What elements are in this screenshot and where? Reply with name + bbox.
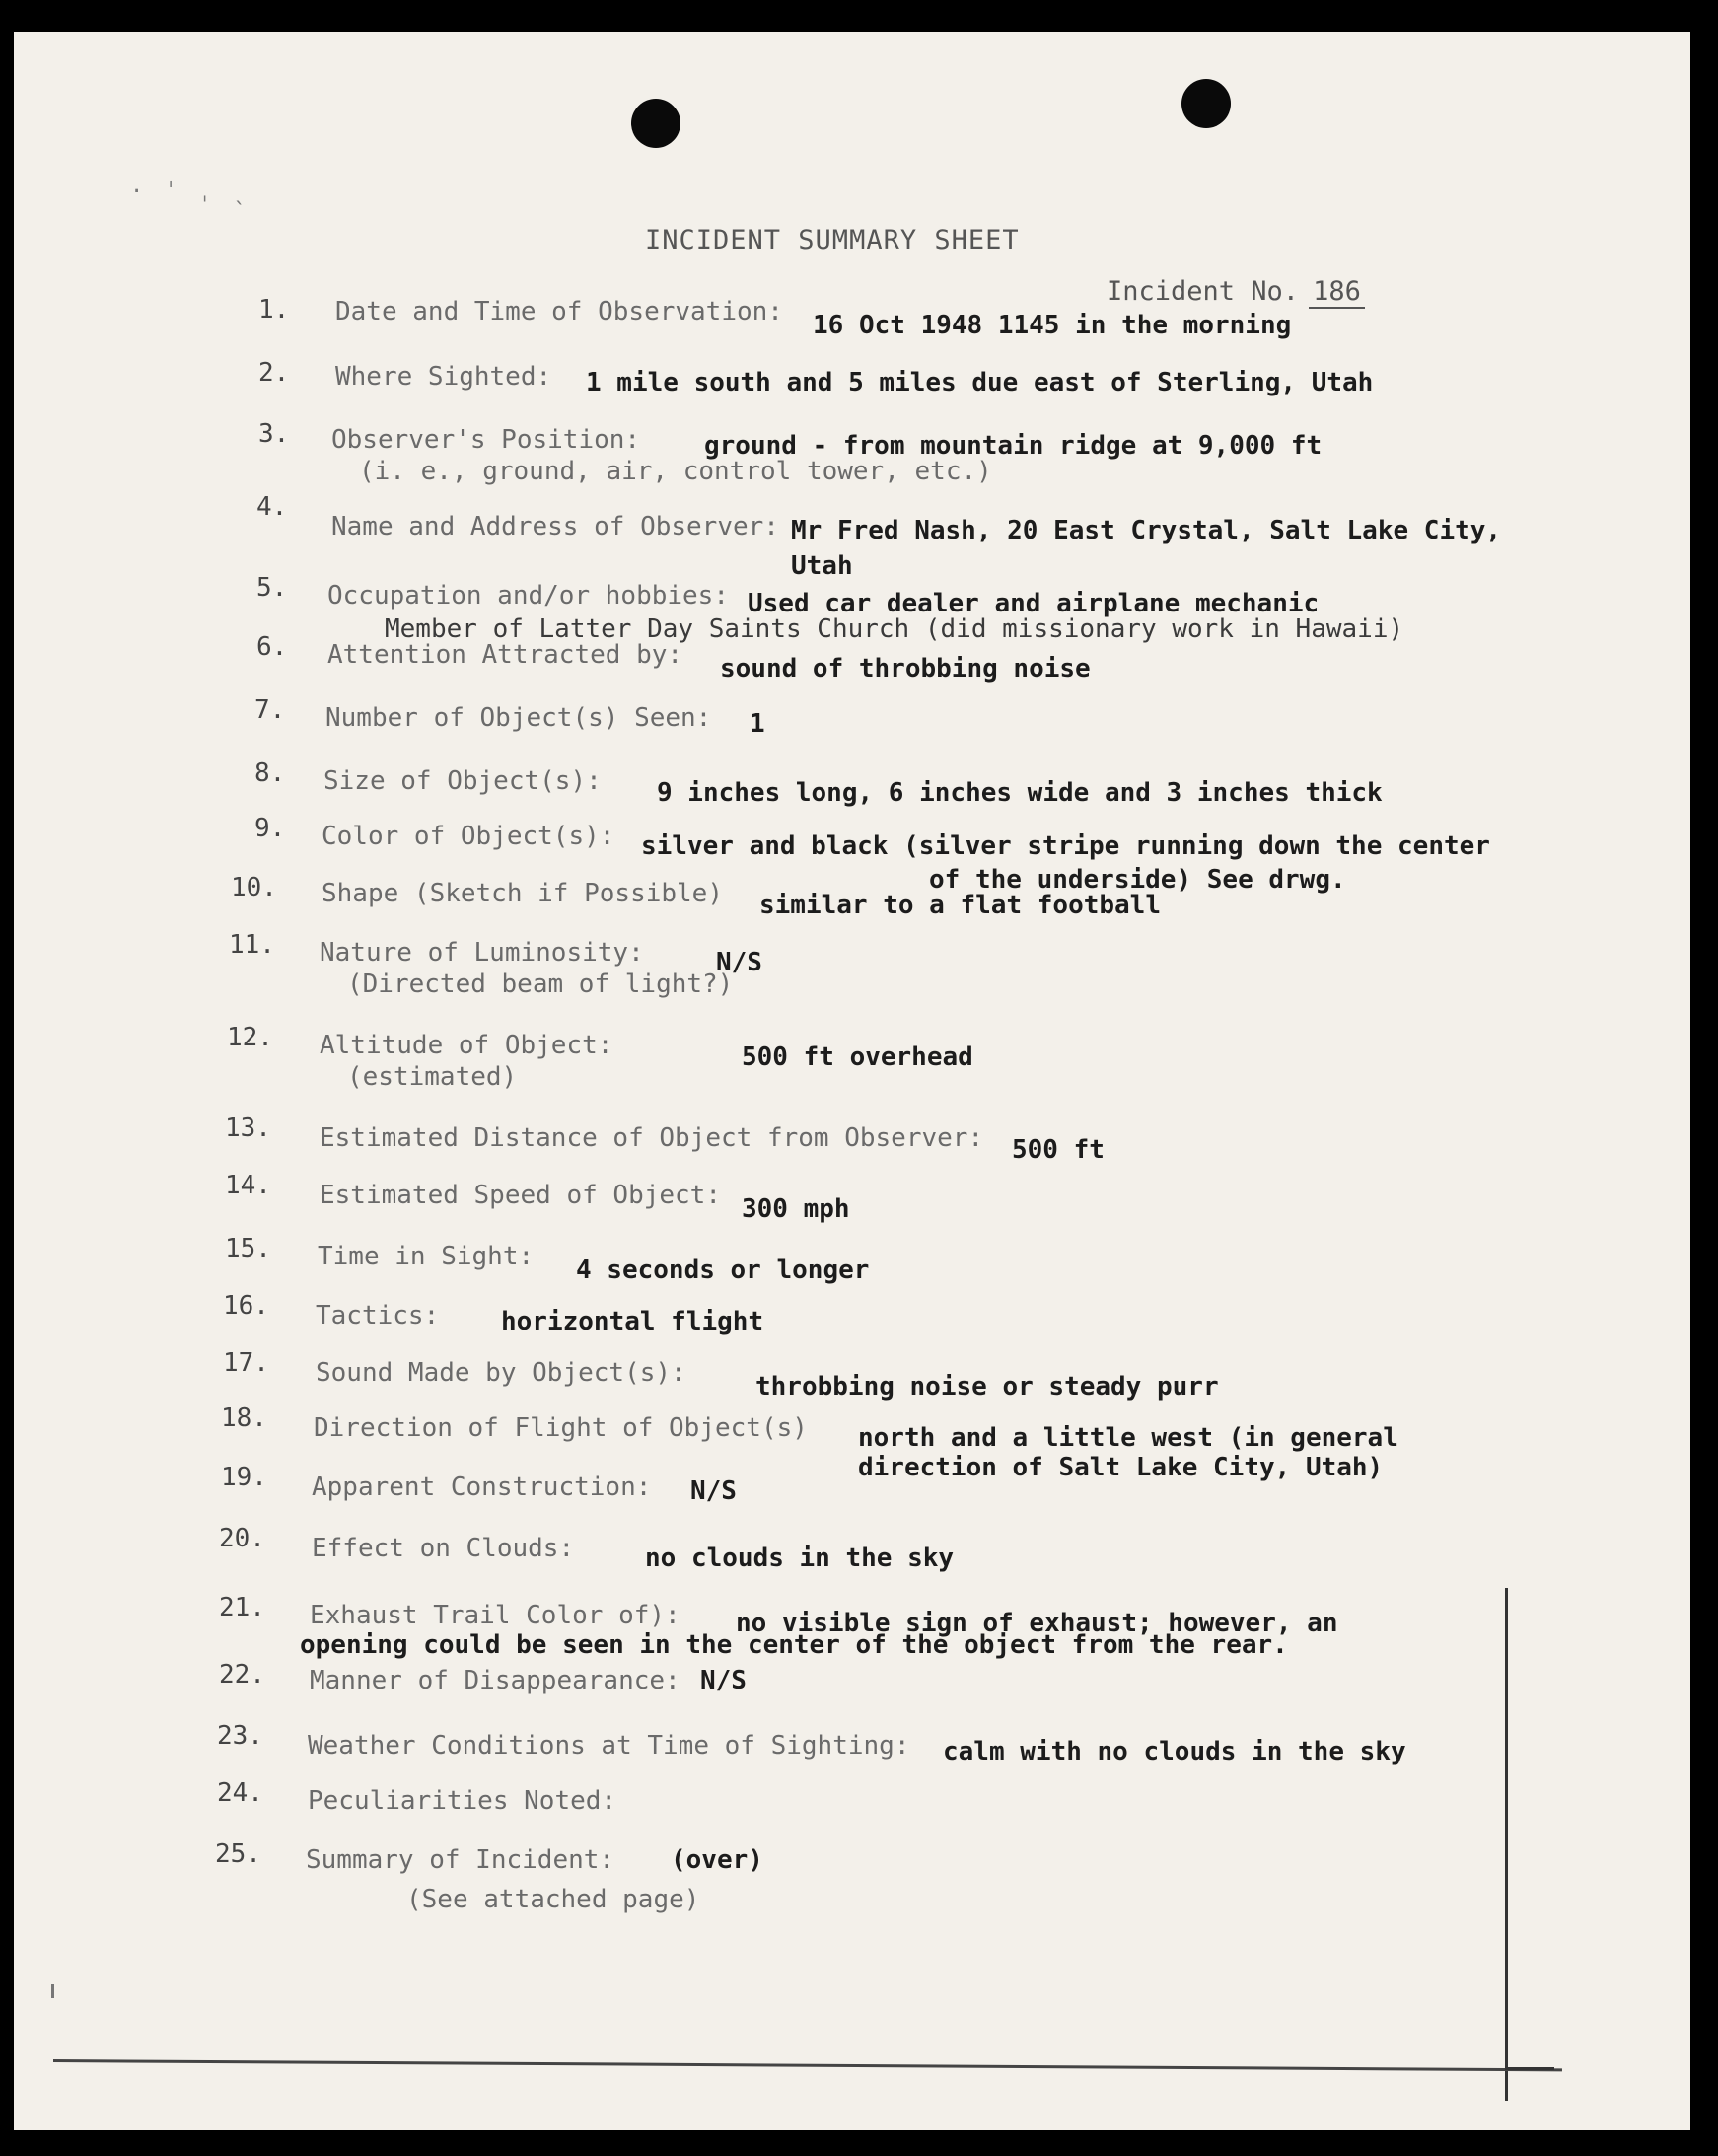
margin-mark [51, 1984, 54, 1998]
item-label: Manner of Disappearance: [310, 1666, 680, 1695]
item-value: N/S [716, 948, 762, 977]
item-label: Tactics: [316, 1301, 440, 1330]
item-value: 9 inches long, 6 inches wide and 3 inches thick [657, 778, 1383, 808]
item-label: Effect on Clouds: [312, 1534, 575, 1563]
item-label: Exhaust Trail Color of): [310, 1601, 680, 1630]
item-number: 18. [221, 1403, 267, 1433]
punch-hole-left [631, 99, 680, 148]
item-value: no clouds in the sky [645, 1544, 955, 1573]
item-label: Direction of Flight of Object(s) [314, 1413, 808, 1443]
incident-label: Incident No. [1107, 276, 1300, 307]
item-number: 7. [254, 695, 286, 725]
item-value: Used car dealer and airplane mechanic [748, 589, 1320, 618]
incident-number-field [1107, 276, 1365, 309]
item-sublabel: (i. e., ground, air, control tower, etc.) [359, 457, 992, 486]
item-label: Number of Object(s) Seen: [325, 703, 712, 733]
form-border-right [1505, 1588, 1508, 2101]
item-number: 17. [223, 1348, 269, 1378]
item-value-continued: direction of Salt Lake City, Utah) [858, 1453, 1384, 1482]
item-number: 6. [256, 632, 288, 662]
item-value: no visible sign of exhaust; however, an [736, 1609, 1338, 1638]
item-label: Peculiarities Noted: [308, 1786, 617, 1816]
item-number: 5. [256, 573, 288, 603]
item-value: 4 seconds or longer [576, 1256, 870, 1285]
punch-hole-right [1181, 79, 1231, 128]
item-value: calm with no clouds in the sky [943, 1737, 1406, 1766]
item-value: (over) [671, 1845, 763, 1875]
item-value: north and a little west (in general [858, 1423, 1398, 1453]
item-value: 16 Oct 1948 1145 in the morning [813, 311, 1292, 340]
item-number: 16. [223, 1291, 269, 1321]
item-number: 25. [215, 1839, 261, 1869]
item-label: Observer's Position: [331, 425, 641, 455]
item-number: 22. [219, 1660, 265, 1689]
item-label: Weather Conditions at Time of Sighting: [308, 1731, 910, 1761]
item-label: Sound Made by Object(s): [316, 1358, 686, 1388]
item-number: 4. [256, 492, 288, 522]
item-number: 10. [231, 873, 277, 902]
item-number: 3. [258, 419, 290, 449]
item-sublabel: (See attached page) [406, 1885, 700, 1914]
document-page [14, 32, 1690, 2130]
item-label: Altitude of Object: [320, 1031, 613, 1060]
item-value: 500 ft [1012, 1135, 1105, 1165]
item-value: N/S [700, 1666, 747, 1695]
item-number: 1. [258, 295, 290, 324]
incident-number: 186 [1309, 276, 1365, 309]
item-value: Mr Fred Nash, 20 East Crystal, Salt Lake City, [791, 516, 1502, 545]
item-value-continued: opening could be seen in the center of the object from the rear. [300, 1630, 1288, 1660]
item-sublabel: (Directed beam of light?) [347, 970, 734, 999]
item-value: N/S [690, 1476, 737, 1506]
item-number: 21. [219, 1593, 265, 1622]
item-value: 1 [750, 709, 765, 739]
item-number: 8. [254, 758, 286, 788]
item-number: 23. [217, 1721, 263, 1751]
item-label: Apparent Construction: [312, 1473, 652, 1502]
item-number: 24. [217, 1778, 263, 1808]
item-label: Date and Time of Observation: [335, 297, 783, 326]
item-number: 12. [227, 1023, 273, 1052]
item-number: 2. [258, 358, 290, 388]
item-number: 15. [225, 1234, 271, 1263]
item-number: 20. [219, 1524, 265, 1553]
item-label: Occupation and/or hobbies: [327, 581, 729, 611]
item-label: Estimated Speed of Object: [320, 1181, 721, 1210]
item-value-continued: of the underside) See drwg. [929, 865, 1346, 895]
item-label: Time in Sight: [318, 1242, 535, 1271]
item-value-continued: Member of Latter Day Saints Church (did missionary work in Hawaii) [385, 614, 1404, 644]
item-value: similar to a flat football [759, 891, 1161, 920]
item-value: 500 ft overhead [742, 1042, 973, 1072]
item-label: Estimated Distance of Object from Observer: [320, 1123, 984, 1153]
form-border-corner [1505, 2067, 1554, 2070]
item-value-continued: Utah [791, 551, 853, 581]
item-sublabel: (estimated) [347, 1062, 518, 1092]
item-number: 14. [225, 1171, 271, 1200]
item-value: 300 mph [742, 1194, 850, 1224]
item-number: 13. [225, 1114, 271, 1143]
item-value: horizontal flight [501, 1307, 764, 1336]
item-number: 19. [221, 1463, 267, 1492]
item-label: Nature of Luminosity: [320, 938, 644, 968]
item-value: 1 mile south and 5 miles due east of Sterling, Utah [586, 368, 1374, 397]
item-label: Size of Object(s): [323, 766, 602, 796]
item-label: Color of Object(s): [322, 822, 615, 851]
item-label: Name and Address of Observer: [331, 512, 779, 541]
ink-specks: · ˈ ˌ ˎ [130, 180, 250, 204]
item-value: ground - from mountain ridge at 9,000 ft [704, 431, 1323, 461]
item-value: silver and black (silver stripe running down the center [641, 831, 1490, 861]
item-number: 9. [254, 814, 286, 843]
item-value: sound of throbbing noise [720, 654, 1091, 683]
item-label: Summary of Incident: [306, 1845, 615, 1875]
document-title: INCIDENT SUMMARY SHEET [645, 225, 1020, 255]
form-border-bottom [53, 2059, 1562, 2071]
item-label: Attention Attracted by: [327, 640, 683, 670]
item-value: throbbing noise or steady purr [755, 1372, 1219, 1401]
item-label: Shape (Sketch if Possible) [322, 879, 723, 908]
item-label: Where Sighted: [335, 362, 552, 392]
item-number: 11. [229, 930, 275, 960]
